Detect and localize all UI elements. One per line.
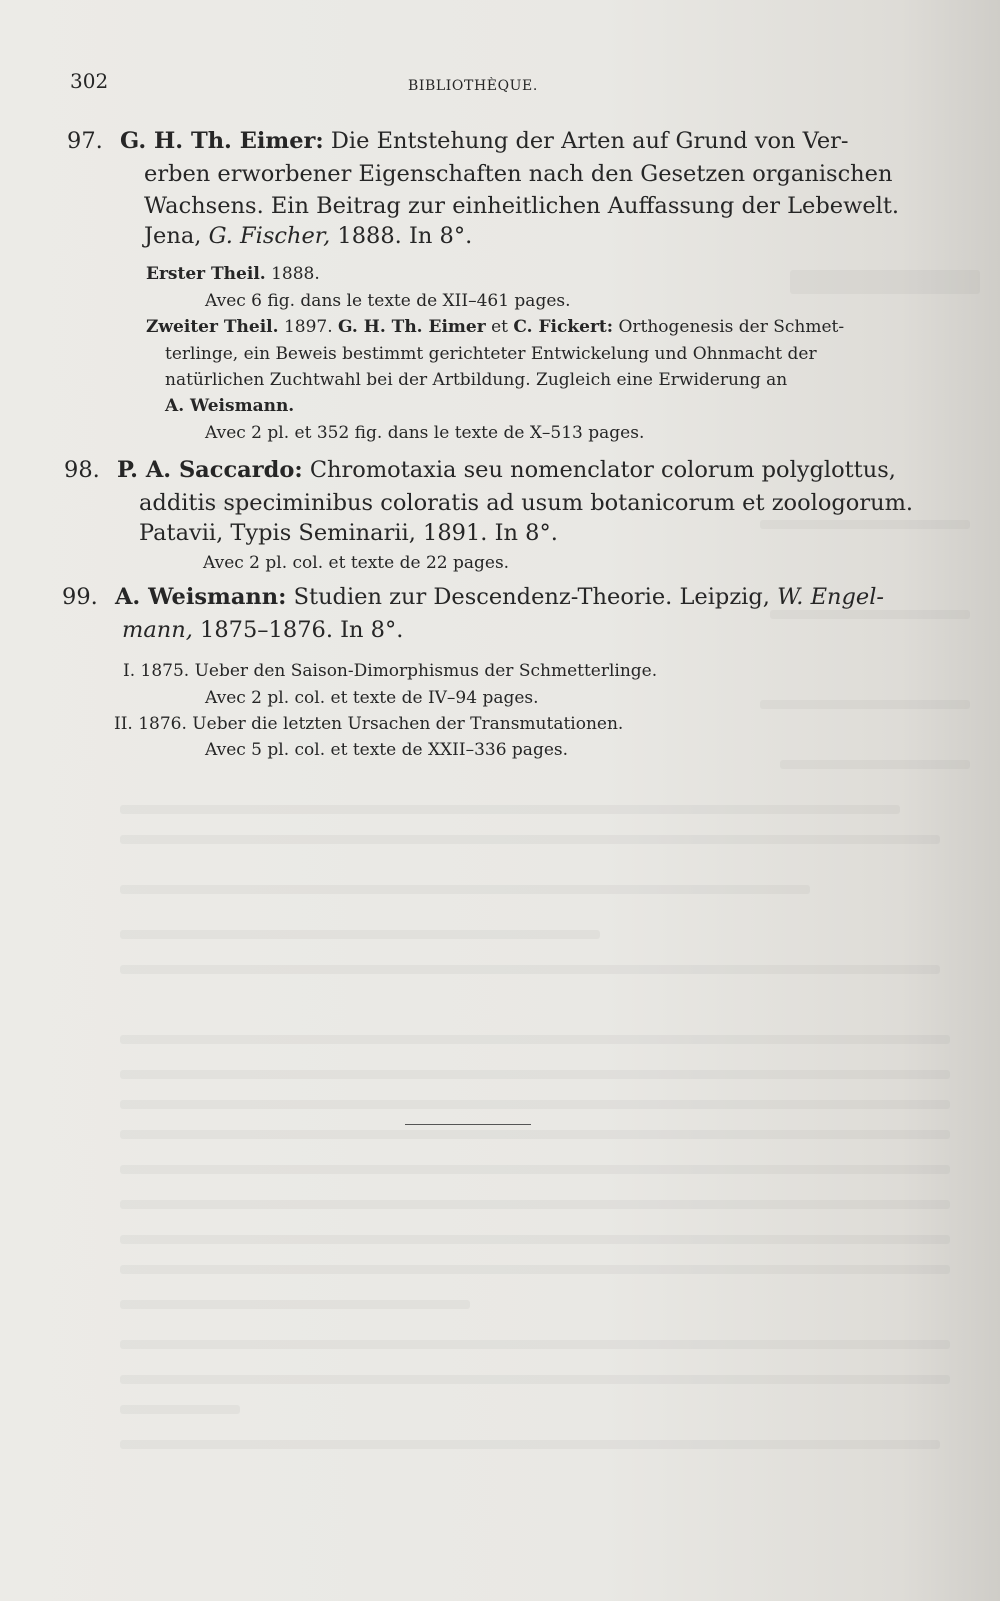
entry-number: 98. [64, 457, 100, 483]
page-number: 302 [70, 69, 109, 93]
part-year: 1888. [271, 264, 320, 284]
place: Jena, [144, 223, 202, 249]
entry-97-part-2-line-4: A. Weismann. [165, 396, 295, 416]
entry-97-line-1 [67, 128, 849, 154]
publisher: W. Engel- [777, 584, 885, 610]
part-conjunction: et [491, 317, 508, 337]
entry-97-part-2-desc: Avec 2 pl. et 352 fig. dans le texte de X–513 pages. [205, 423, 645, 443]
year-format: 1888. In 8°. [337, 223, 473, 249]
entry-97-line-4 [144, 223, 472, 249]
entry-title-text: Studien zur Descendenz-Theorie. Leipzig, [293, 584, 770, 610]
year-format: 1875–1876. In 8°. [200, 617, 404, 643]
part-author: G. H. Th. Eimer [338, 317, 486, 337]
entry-97-line-2: erben erworbener Eigenschaften nach den Gesetzen organischen [144, 161, 893, 187]
entry-99-volume-1-desc: Avec 2 pl. col. et texte de IV–94 pages. [205, 688, 539, 708]
part-author: C. Fickert: [513, 317, 614, 337]
part-label: Erster Theil. [146, 264, 266, 284]
entry-title-text: Die Entstehung der Arten auf Grund von Ver- [330, 128, 849, 154]
entry-number: 97. [67, 128, 103, 154]
entry-number: 99. [62, 584, 98, 610]
entry-98-line-1 [64, 457, 896, 483]
entry-97-part-2-line-2: terlinge, ein Beweis bestimmt gerichteter Entwickelung und Ohnmacht der [165, 344, 817, 364]
entry-98-line-3: Patavii, Typis Seminarii, 1891. In 8°. [139, 520, 558, 546]
publisher: G. Fischer, [208, 223, 331, 249]
entry-97-part-2-line-3: natürlichen Zuchtwahl bei der Artbildung. Zugleich eine Erwiderung an [165, 370, 788, 390]
entry-99-line-2 [122, 617, 403, 643]
entry-title-text: Chromotaxia seu nomenclator colorum polyglottus, [309, 457, 896, 483]
part-year: 1897. [283, 317, 333, 337]
entry-author: P. A. Saccardo: [116, 457, 303, 483]
entry-97-part-1 [146, 264, 320, 284]
entry-99-line-1 [62, 584, 884, 610]
publisher: mann, [122, 617, 193, 643]
part-title: Orthogenesis der Schmet- [618, 317, 845, 337]
entry-98-line-2: additis speciminibus coloratis ad usum botanicorum et zoologorum. [139, 490, 914, 516]
entry-author: G. H. Th. Eimer: [119, 128, 324, 154]
entry-97-line-3: Wachsens. Ein Beitrag zur einheitlichen Auffassung der Lebewelt. [144, 193, 900, 219]
entry-99-volume-2-desc: Avec 5 pl. col. et texte de XXII–336 pages. [205, 740, 569, 760]
entry-97-part-1-desc: Avec 6 fig. dans le texte de XII–461 pages. [205, 291, 571, 311]
part-label: Zweiter Theil. [146, 317, 279, 337]
entry-99-volume-2: II. 1876. Ueber die letzten Ursachen der Transmutationen. [114, 714, 624, 734]
running-title: BIBLIOTHÈQUE. [408, 78, 538, 94]
entry-98-desc: Avec 2 pl. col. et texte de 22 pages. [203, 553, 510, 573]
section-rule [405, 1124, 531, 1125]
entry-author: A. Weismann: [114, 584, 287, 610]
entry-97-part-2 [146, 317, 844, 337]
entry-99-volume-1: I. 1875. Ueber den Saison-Dimorphismus der Schmetterlinge. [123, 661, 658, 681]
